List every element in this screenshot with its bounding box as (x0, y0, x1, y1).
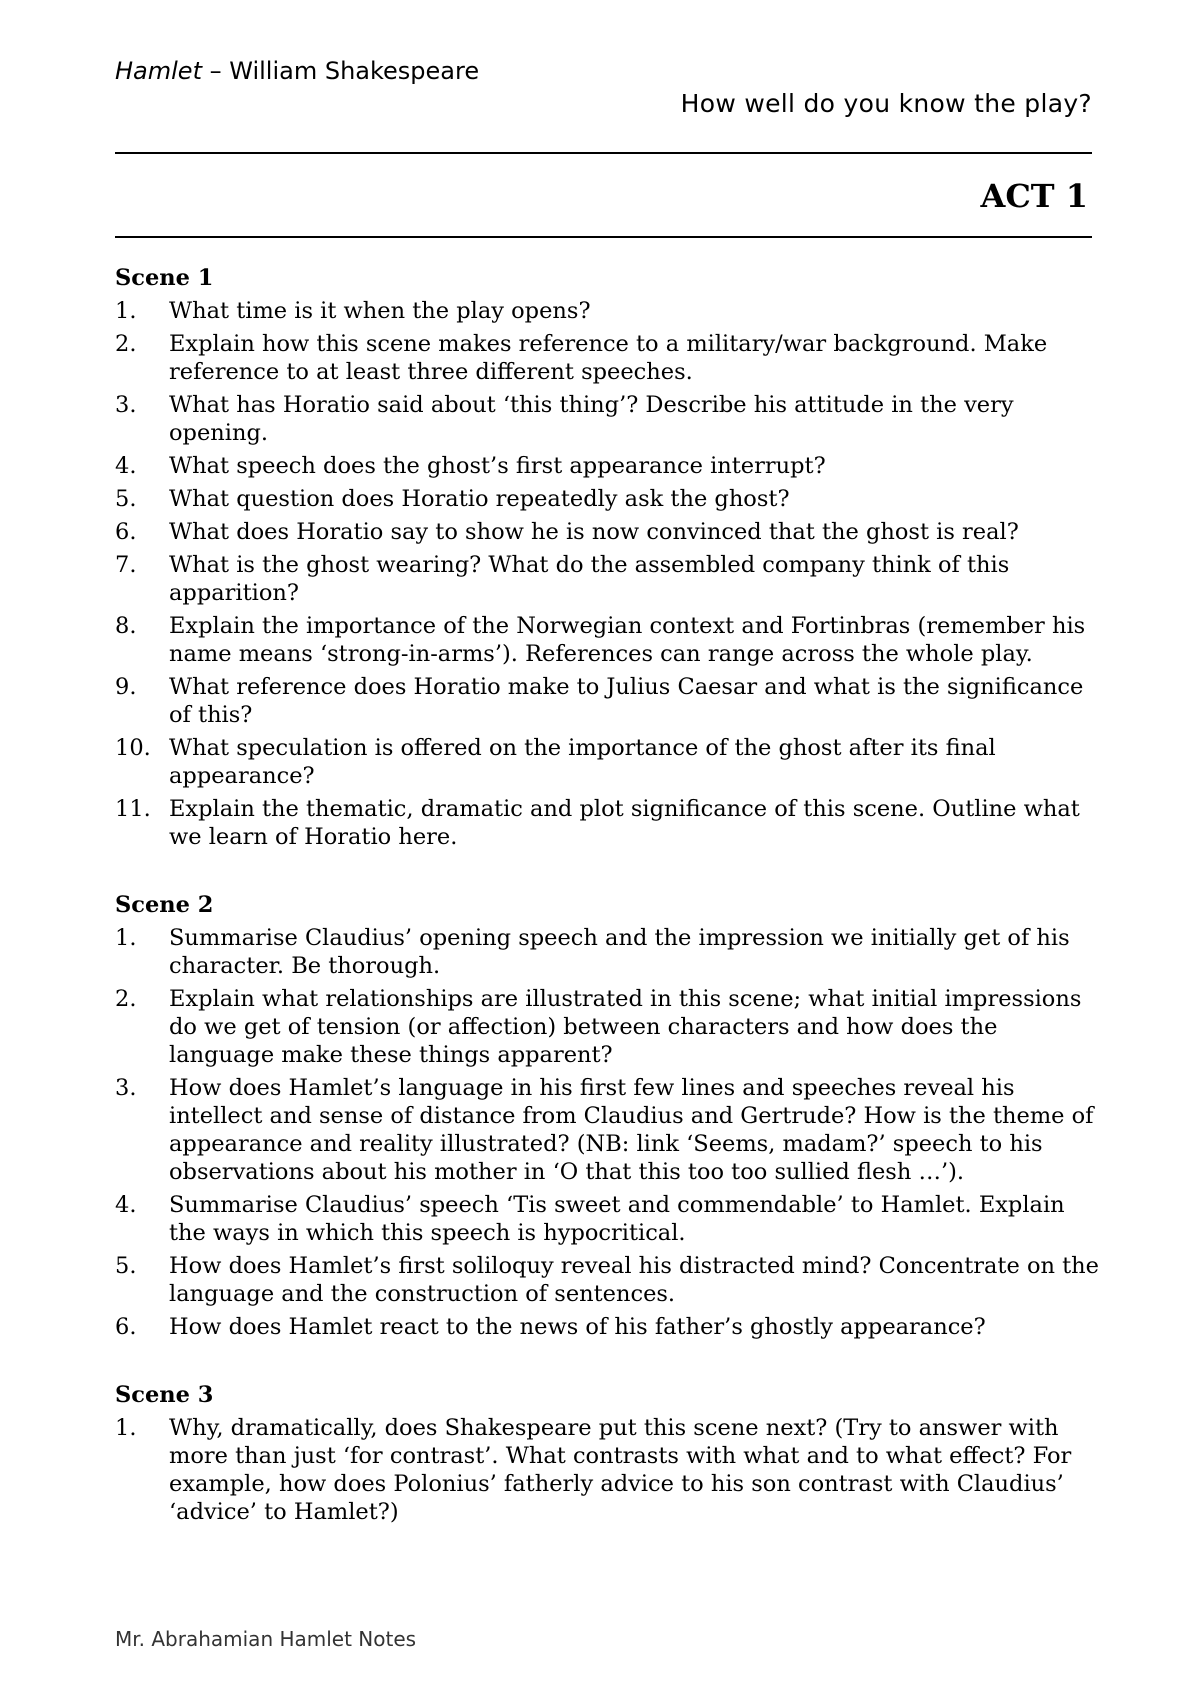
act-rule (115, 236, 1092, 238)
question-list (115, 924, 1100, 1341)
question-number: 9. (115, 674, 137, 700)
scene-title: Scene 3 (115, 1382, 214, 1408)
question-text: Explain the importance of the Norwegian context and Fortinbras (remember his name means ‘strong-in-arms’). References can range across the whole play. (169, 613, 1086, 667)
question-number: 1. (115, 298, 137, 324)
question-item (115, 795, 1100, 851)
question-number: 1. (115, 925, 137, 951)
question-number: 10. (115, 735, 151, 761)
question-number: 5. (115, 1253, 137, 1279)
question-text: Summarise Claudius’ speech ‘Tis sweet and commendable’ to Hamlet. Explain the ways in which this speech is hypocritical. (169, 1192, 1065, 1246)
question-text: What does Horatio say to show he is now convinced that the ghost is real? (169, 519, 1019, 545)
question-list (115, 297, 1100, 851)
question-list (115, 1414, 1100, 1526)
question-number: 5. (115, 486, 137, 512)
question-text: What has Horatio said about ‘this thing’? Describe his attitude in the very opening. (169, 392, 1014, 446)
question-item (115, 1313, 1100, 1341)
question-item (115, 612, 1100, 668)
question-number: 11. (115, 796, 151, 822)
question-text: What is the ghost wearing? What do the assembled company think of this apparition? (169, 552, 1010, 606)
question-number: 3. (115, 1075, 137, 1101)
question-item (115, 1191, 1100, 1247)
question-number: 7. (115, 552, 137, 578)
question-item (115, 297, 1100, 325)
header-title (115, 56, 479, 86)
question-text: Why, dramatically, does Shakespeare put this scene next? (Try to answer with more than just ‘for contrast’. What contrasts with what and to what effect? For example, how does Polonius’ fatherly advice to his son contrast with Claudius’ ‘advice’ to Hamlet?) (169, 1415, 1072, 1525)
question-item (115, 924, 1100, 980)
question-item (115, 985, 1100, 1069)
question-text: Explain the thematic, dramatic and plot significance of this scene. Outline what we learn of Horatio here. (169, 796, 1080, 850)
page-footer: Mr. Abrahamian Hamlet Notes (115, 1627, 417, 1651)
question-number: 1. (115, 1415, 137, 1441)
question-text: How does Hamlet react to the news of his father’s ghostly appearance? (169, 1314, 986, 1340)
author-line: – William Shakespeare (201, 57, 480, 85)
scene-title: Scene 2 (115, 892, 214, 918)
question-item (115, 1414, 1100, 1526)
question-number: 2. (115, 331, 137, 357)
question-item (115, 1252, 1100, 1308)
question-number: 2. (115, 986, 137, 1012)
question-text: What reference does Horatio make to Julius Caesar and what is the significance of this? (169, 674, 1084, 728)
question-item (115, 551, 1100, 607)
scene-section (115, 264, 1100, 851)
question-number: 8. (115, 613, 137, 639)
question-text: What speculation is offered on the importance of the ghost after its final appearance? (169, 735, 996, 789)
scene-section (115, 1381, 1100, 1526)
question-text: How does Hamlet’s first soliloquy reveal his distracted mind? Concentrate on the language and the construction of sentences. (169, 1253, 1099, 1307)
question-item (115, 485, 1100, 513)
play-title: Hamlet (115, 57, 202, 85)
question-text: Explain what relationships are illustrated in this scene; what initial impressions do we get of tension (or affection) between characters and how does the language make these things apparent? (169, 986, 1082, 1068)
question-number: 4. (115, 1192, 137, 1218)
question-number: 6. (115, 1314, 137, 1340)
question-item (115, 1074, 1100, 1186)
question-item (115, 452, 1100, 480)
question-number: 3. (115, 392, 137, 418)
scene-title: Scene 1 (115, 265, 214, 291)
question-text: What speech does the ghost’s first appearance interrupt? (169, 453, 826, 479)
question-item (115, 518, 1100, 546)
question-item (115, 330, 1100, 386)
question-number: 4. (115, 453, 137, 479)
question-content (115, 264, 1100, 1566)
question-text: Explain how this scene makes reference to a military/war background. Make reference to at least three different speeches. (169, 331, 1048, 385)
top-rule (115, 152, 1092, 154)
question-item (115, 391, 1100, 447)
header-subtitle: How well do you know the play? (680, 89, 1092, 118)
question-text: What time is it when the play opens? (169, 298, 591, 324)
question-item (115, 673, 1100, 729)
question-text: Summarise Claudius’ opening speech and the impression we initially get of his character. Be thorough. (169, 925, 1070, 979)
question-text: What question does Horatio repeatedly ask the ghost? (169, 486, 790, 512)
question-text: How does Hamlet’s language in his first few lines and speeches reveal his intellect and sense of distance from Claudius and Gertrude? How is the theme of appearance and reality illustrated? (NB: link ‘Seems, madam?’ speech to his observations about his mother in ‘O that this too too sullied flesh …’). (169, 1075, 1094, 1185)
question-number: 6. (115, 519, 137, 545)
act-title: ACT 1 (980, 177, 1088, 215)
question-item (115, 734, 1100, 790)
scene-section (115, 891, 1100, 1341)
